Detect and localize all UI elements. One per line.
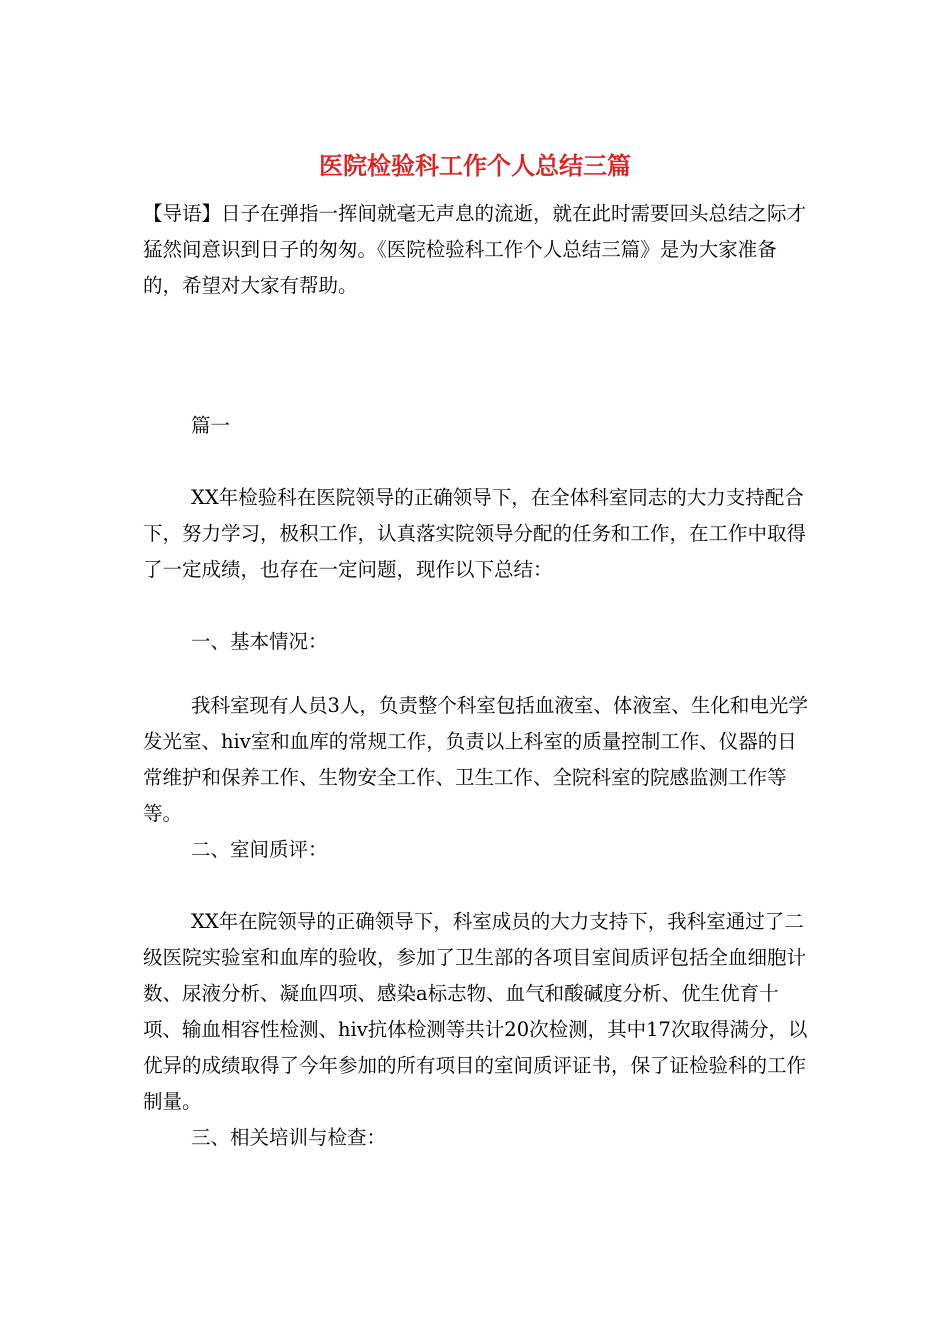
- intro-paragraph: 【导语】日子在弹指一挥间就毫无声息的流逝，就在此时需要回头总结之际才猛然间意识到日子的匆匆。《医院检验科工作个人总结三篇》是为大家准备的，希望对大家有帮助。: [143, 202, 807, 297]
- paragraph-1: XX年检验科在医院领导的正确领导下，在全体科室同志的大力支持配合下，努力学习，极积工作，认真落实院领导分配的任务和工作，在工作中取得了一定成绩，也存在一定问题，现作以下总结：: [143, 486, 807, 581]
- paragraph-3: XX年在院领导的正确领导下，科室成员的大力支持下，我科室通过了二级医院实验室和血库的验收，参加了卫生部的各项目室间质评包括全血细胞计数、尿液分析、凝血四项、感染a标志物、血气和酸碱度分析、优生优育十项、输血相容性检测、hiv抗体检测等共计20次检测，其中17次取得满分，以优异的成绩取得了今年参加的所有项目的室间质评证书，保了证检验科的工作制量。: [143, 910, 808, 1113]
- heading-inter-lab-quality: 二、室间质评：: [191, 838, 328, 861]
- heading-basic-situation: 一、基本情况：: [191, 630, 328, 653]
- paragraph-2: 我科室现有人员3人，负责整个科室包括血液室、体液室、生化和电光学发光室、hiv室和血库的常规工作，负责以上科室的质量控制工作、仪器的日常维护和保养工作、生物安全工作、卫生工作、全院科室的院感监测工作等等。: [143, 694, 808, 825]
- section-one-label: 篇一: [191, 414, 231, 437]
- heading-training-inspection: 三、相关培训与检查：: [191, 1126, 387, 1149]
- document-title: 医院检验科工作个人总结三篇: [319, 151, 631, 180]
